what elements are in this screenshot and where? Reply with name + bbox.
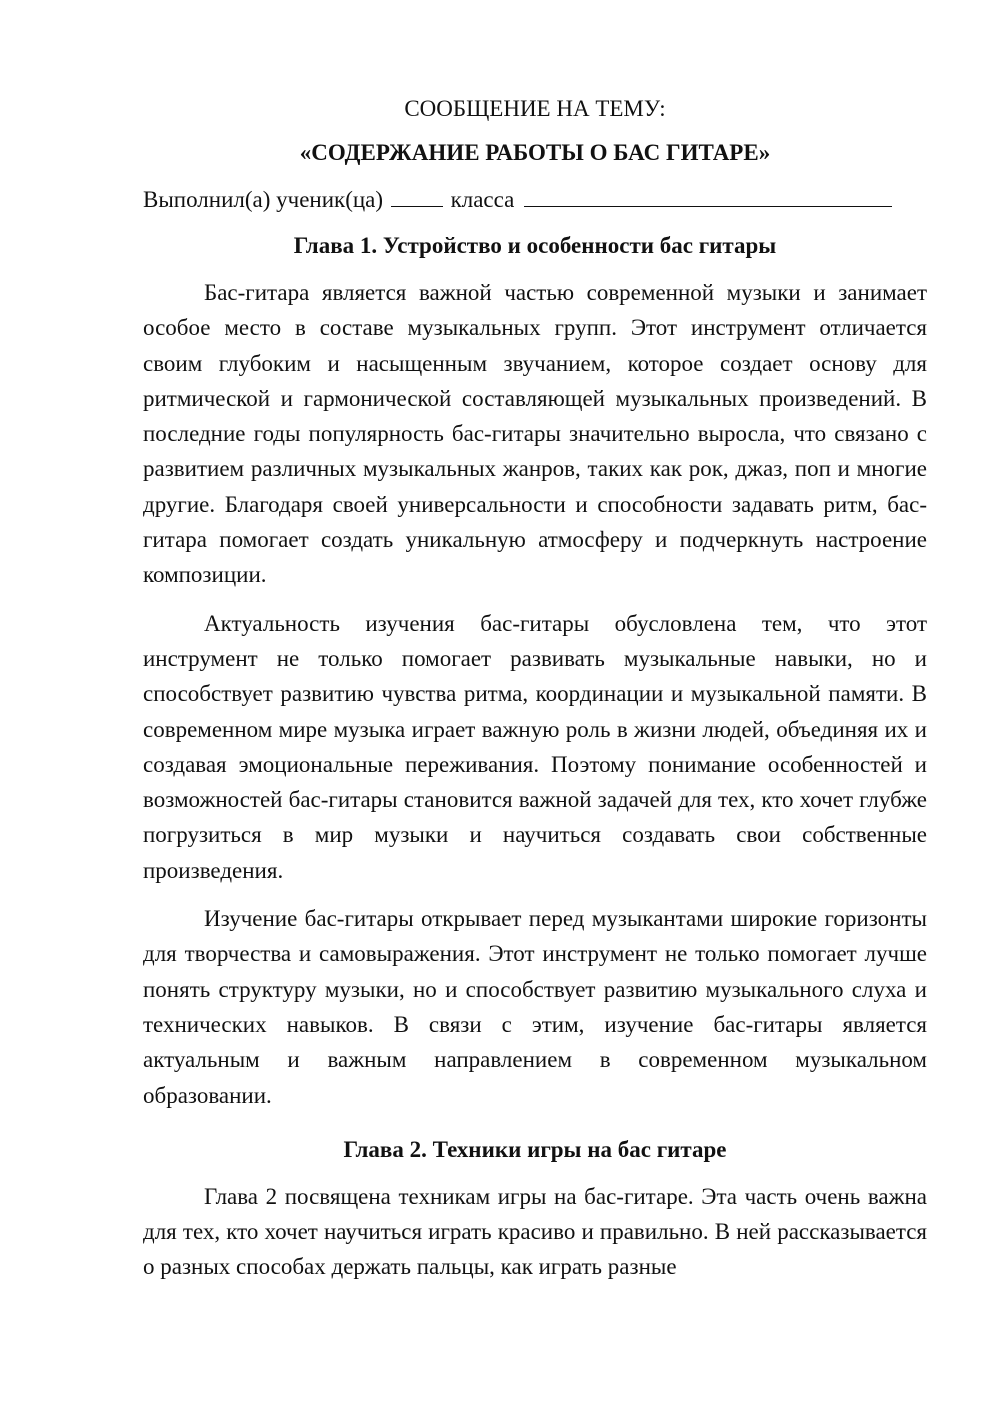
document-heading: СООБЩЕНИЕ НА ТЕМУ: — [404, 96, 666, 121]
document-page — [143, 92, 927, 1298]
grade-blank — [391, 182, 443, 207]
chapter-2-paragraph: Глава 2 посвящена техникам игры на бас-гитаре. Эта часть очень важна для тех, кто хочет научиться играть красиво и правильно. В ней рассказывается о разных способах держать пальцы, как играть разные — [143, 1183, 927, 1280]
document-title: «СОДЕРЖАНИЕ РАБОТЫ О БАС ГИТАРЕ» — [299, 140, 771, 165]
chapter-1-title: Глава 1. Устройство и особенности бас гитары — [293, 233, 777, 258]
author-middle: класса — [450, 187, 515, 212]
chapter-1-paragraph: Актуальность изучения бас-гитары обусловлена тем, что этот инструмент не только помогает развивать музыкальные навыки, но и способствует развитию чувства ритма, координации и музыкальной памяти. В современном мире музыка играет важную роль в жизни людей, объединяя их и создавая эмоциональные переживания. Поэтому понимание особенностей и возможностей бас-гитары становится важной задачей для тех, кто хочет глубже погрузиться в мир музыки и научиться создавать свои собственные произведения. — [143, 610, 927, 883]
class-blank — [524, 182, 892, 207]
chapter-1-paragraph: Изучение бас-гитары открывает перед музыкантами широкие горизонты для творчества и самовыражения. Этот инструмент не только помогает лучше понять структуру музыки, но и способствует развитию музыкального слуха и технических навыков. В связи с этим, изучение бас-гитары является актуальным и важным направлением в современном музыкальном образовании. — [143, 906, 927, 1108]
chapter-2-title: Глава 2. Техники игры на бас гитаре — [343, 1136, 727, 1162]
chapter-1-paragraph: Бас-гитара является важной частью современной музыки и занимает особое место в составе музыкальных групп. Этот инструмент отличается своим глубоким и насыщенным звучанием, которое создает основу для ритмической и гармонической составляющей музыкальных произведений. В последние годы популярность бас-гитары значительно выросла, что связано с развитием различных музыкальных жанров, таких как рок, джаз, поп и многие другие. Благодаря своей универсальности и способности задавать ритм, бас-гитара помогает создать уникальную атмосферу и подчеркнуть настроение композиции. — [143, 280, 927, 588]
author-prefix: Выполнил(а) ученик(ца) — [143, 187, 384, 212]
author-line — [143, 182, 927, 217]
